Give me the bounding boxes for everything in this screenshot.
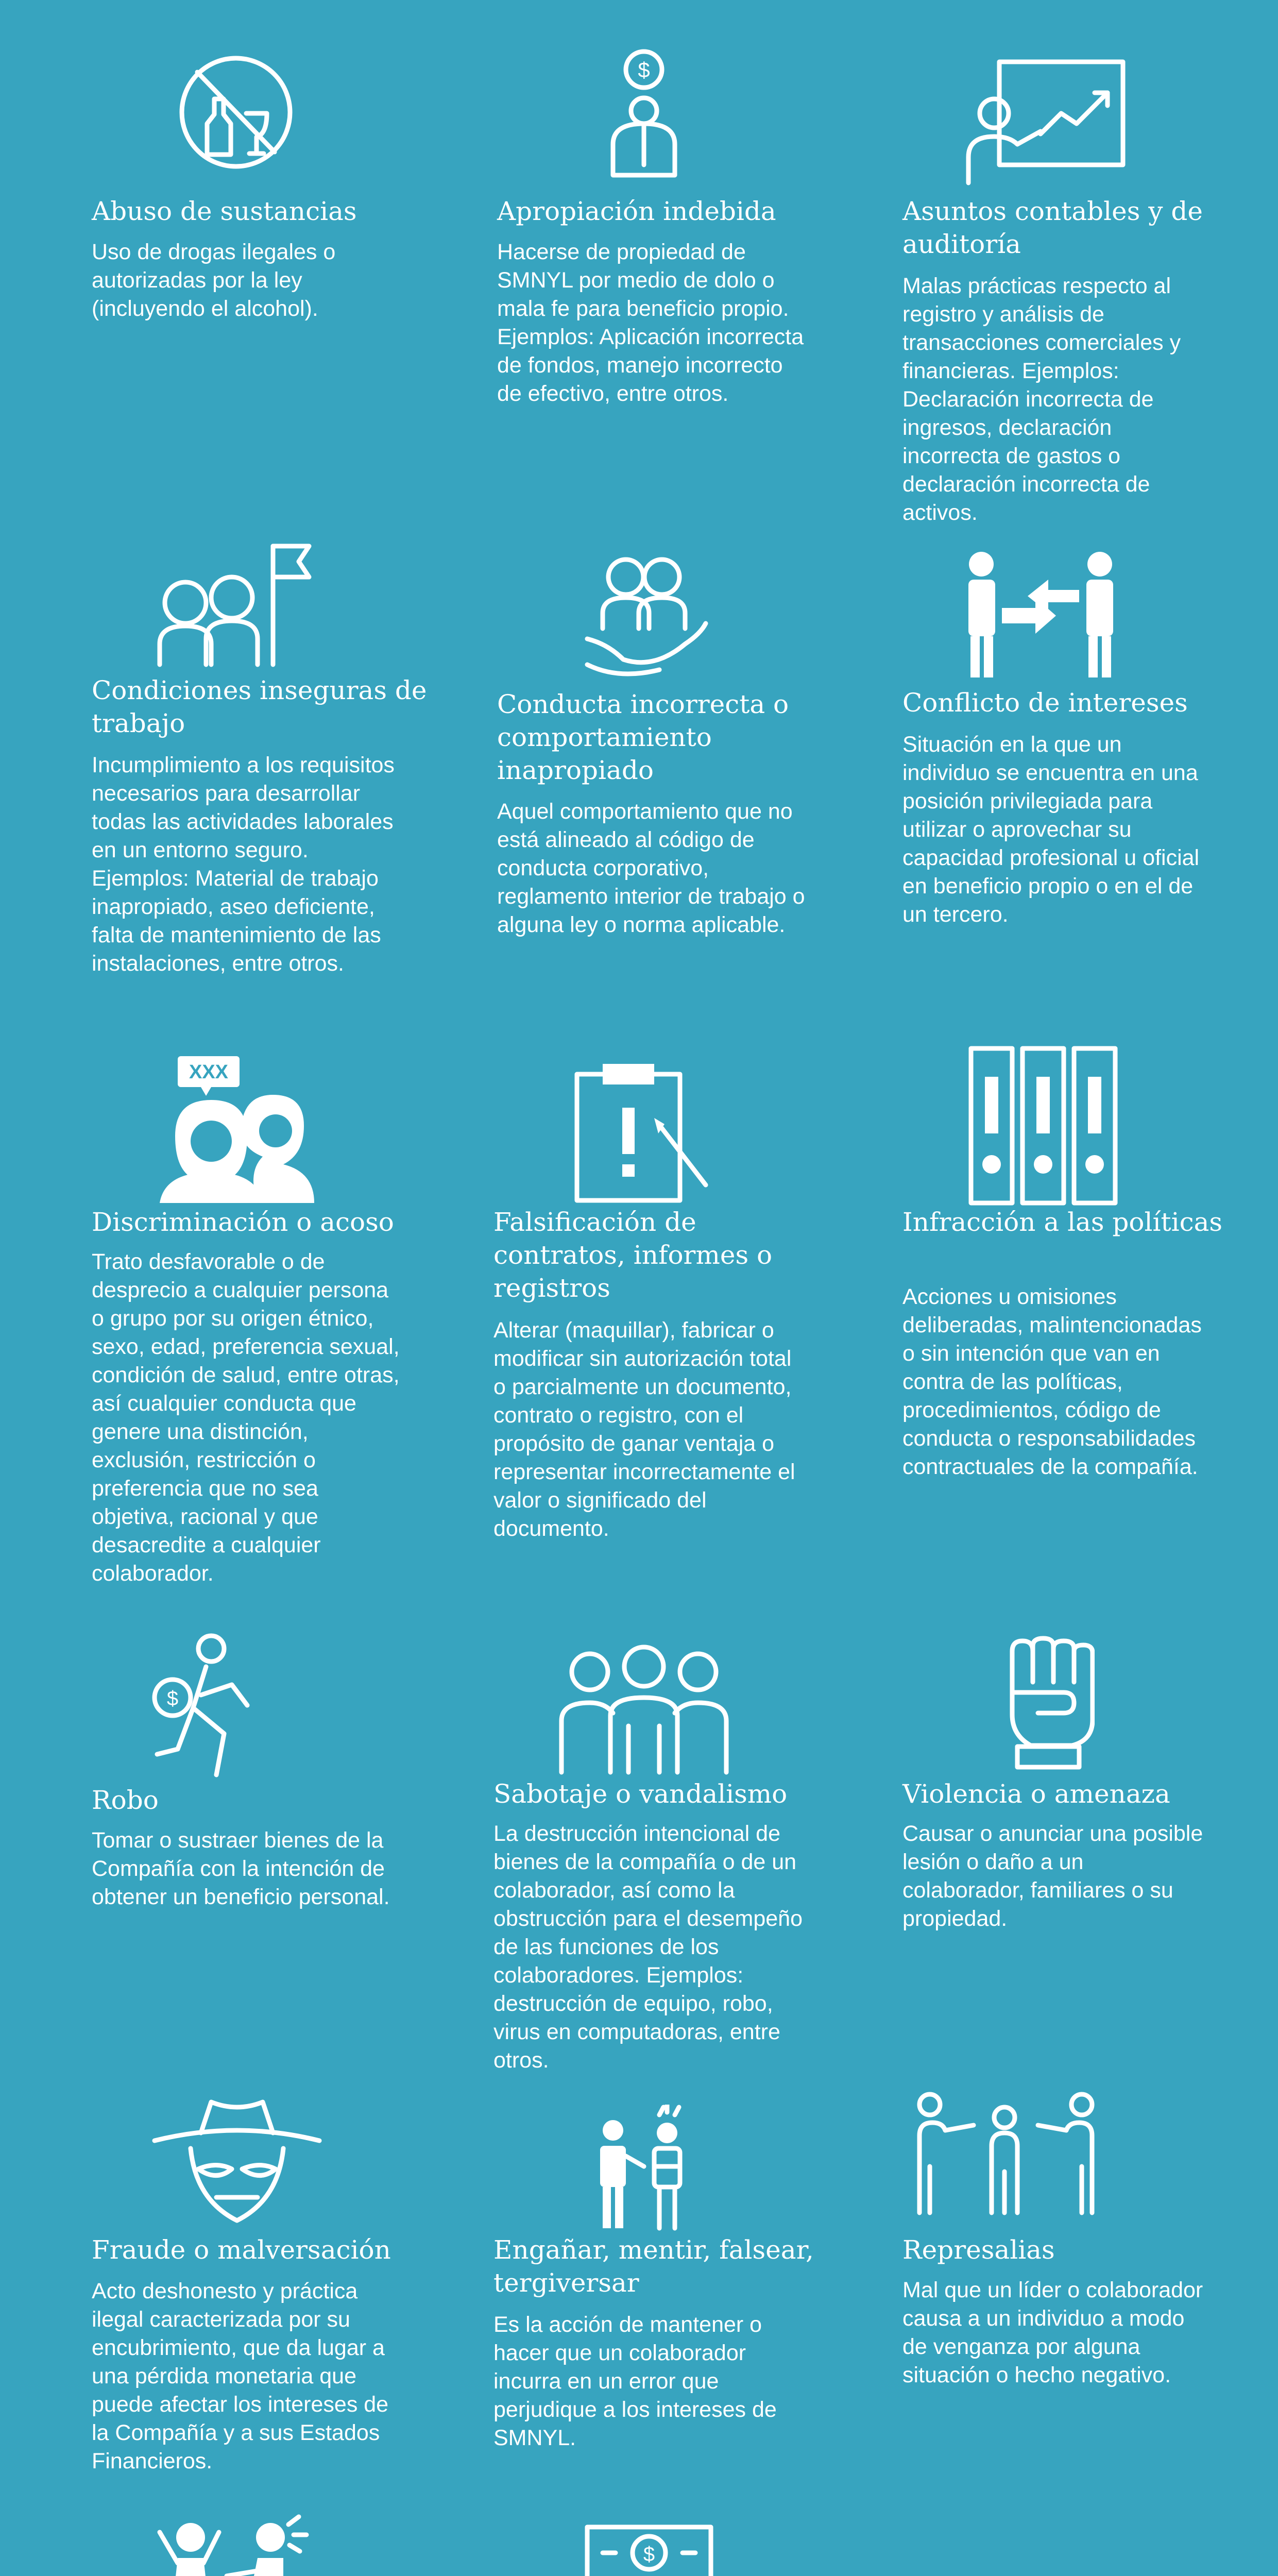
item-description: Uso de drogas ilegales o autorizadas por la ley (incluyendo el alcohol). xyxy=(92,240,336,321)
item-description: Hacerse de propiedad de SMNYL por medio de dolo o mala fe para beneficio propio. Ejemplos: Aplicación incorrecta de fondos, manejo incorrecto de efectivo, entre otros. xyxy=(497,240,804,406)
svg-text:XXX: XXX xyxy=(189,1061,229,1083)
dismissal-icon xyxy=(155,2514,319,2576)
item-description: Acto deshonesto y práctica ilegal caracterizada por su encubrimiento, que da lugar a una pérdida monetaria que puede afectar los intereses de la Compañía y a sus Estados Financieros. xyxy=(92,2279,389,2473)
item-description: Malas prácticas respecto al registro y análisis de transacciones comerciales y financieras. Ejemplos: Declaración incorrecta de ingresos, declaración incorrecta de gastos o declaración incorrecta de activos. xyxy=(902,274,1181,525)
item-description: Mal que un líder o colaborador causa a un individuo a modo de venganza por alguna situación o hecho negativo. xyxy=(902,2278,1203,2387)
pointing-people-icon xyxy=(909,2089,1105,2215)
item-title: Infracción a las políticas xyxy=(902,1207,1223,1237)
money-bag-person-icon xyxy=(592,46,695,180)
item-title: Fraude o malversación xyxy=(92,2235,391,2265)
item-title: Engañar, mentir, falsear, tergiversar xyxy=(493,2235,814,2298)
item-title: Robo xyxy=(92,1785,159,1815)
item-description: Es la acción de mantener o hacer que un colaborador incurra en un error que perjudique a los intereses de SMNYL. xyxy=(493,2312,777,2450)
svg-text:$: $ xyxy=(166,1687,179,1710)
hand-people-icon xyxy=(577,551,711,685)
item-title: Apropiación indebida xyxy=(497,196,776,226)
binders-icon xyxy=(968,1046,1123,1206)
no-drugs-icon xyxy=(164,52,308,170)
deceiving-people-icon xyxy=(592,2105,695,2233)
item-title: Conducta incorrecta o comportamiento inapropiado xyxy=(497,689,789,785)
item-title: Abuso de sustancias xyxy=(92,196,357,226)
masked-figure-icon xyxy=(149,2092,325,2231)
harassment-icon xyxy=(155,1054,314,1203)
svg-text:$: $ xyxy=(643,2543,655,2566)
item-description: La destrucción intencional de bienes de la compañía o de un colaborador, así como la obstrucción para el desempeño de las funciones de los colaboradores. Ejemplos: destrucción de equipo, robo, virus en computadoras, entre otros. xyxy=(493,1821,803,2073)
workers-flag-icon xyxy=(149,536,319,670)
item-title: Condiciones inseguras de trabajo xyxy=(92,675,427,738)
clipboard-alert-icon xyxy=(572,1056,716,1206)
item-title: Violencia o amenaza xyxy=(902,1779,1170,1809)
item-title: Discriminación o acoso xyxy=(92,1207,394,1237)
item-description: Causar o anunciar una posible lesión o daño a un colaborador, familiares o su propiedad. xyxy=(902,1821,1203,1931)
item-title: Falsificación de contratos, informes o registros xyxy=(493,1207,773,1303)
item-description: Acciones u omisiones deliberadas, malintencionadas o sin intención que van en contra de las políticas, procedimientos, código de conducta o responsabilidades contractuales de la compañía. xyxy=(902,1284,1202,1479)
item-title: Sabotaje o vandalismo xyxy=(493,1779,788,1809)
fist-icon xyxy=(1002,1636,1095,1770)
conflict-arrows-icon xyxy=(958,549,1123,683)
thief-icon xyxy=(149,1633,268,1783)
item-description: Tomar o sustraer bienes de la Compañía con la intención de obtener un beneficio personal. xyxy=(92,1828,390,1909)
group-people-icon xyxy=(551,1643,737,1777)
item-description: Incumplimiento a los requisitos necesarios para desarrollar todas las actividades laborales en un entorno seguro. Ejemplos: Material de trabajo inapropiado, aseo deficiente, falta de mantenimiento de las instalaciones, entre otros. xyxy=(92,753,395,976)
item-title: Represalias xyxy=(902,2235,1055,2265)
item-title: Asuntos contables y de auditoría xyxy=(902,196,1203,259)
item-title: Conflicto de intereses xyxy=(902,688,1188,718)
item-description: Trato desfavorable o de desprecio a cualquier persona o grupo por su origen étnico, sexo, edad, preferencia sexual, condición de salud, entre otras, así cualquier conducta que genere una distinción, exclusión, restricción o preferencia que no sea objetiva, racional y que desacredite a cualquier colaborador. xyxy=(92,1249,400,1586)
item-description: Alterar (maquillar), fabricar o modificar sin autorización total o parcialmente un documento, contrato o registro, con el propósito de ganar ventaja o representar incorrectamente el valor o significado del documento. xyxy=(493,1318,795,1541)
money-laundering-icon xyxy=(577,2522,721,2576)
item-description: Aquel comportamiento que no está alineado al código de conducta corporativo, reglamento interior de trabajo o alguna ley o norma aplicable. xyxy=(497,799,805,937)
svg-text:$: $ xyxy=(638,58,650,82)
presentation-chart-icon xyxy=(963,57,1128,185)
item-description: Situación en la que un individuo se encuentra en una posición privilegiada para utilizar o aprovechar su capacidad profesional u oficial en beneficio propio o en el de un tercero. xyxy=(902,732,1200,927)
